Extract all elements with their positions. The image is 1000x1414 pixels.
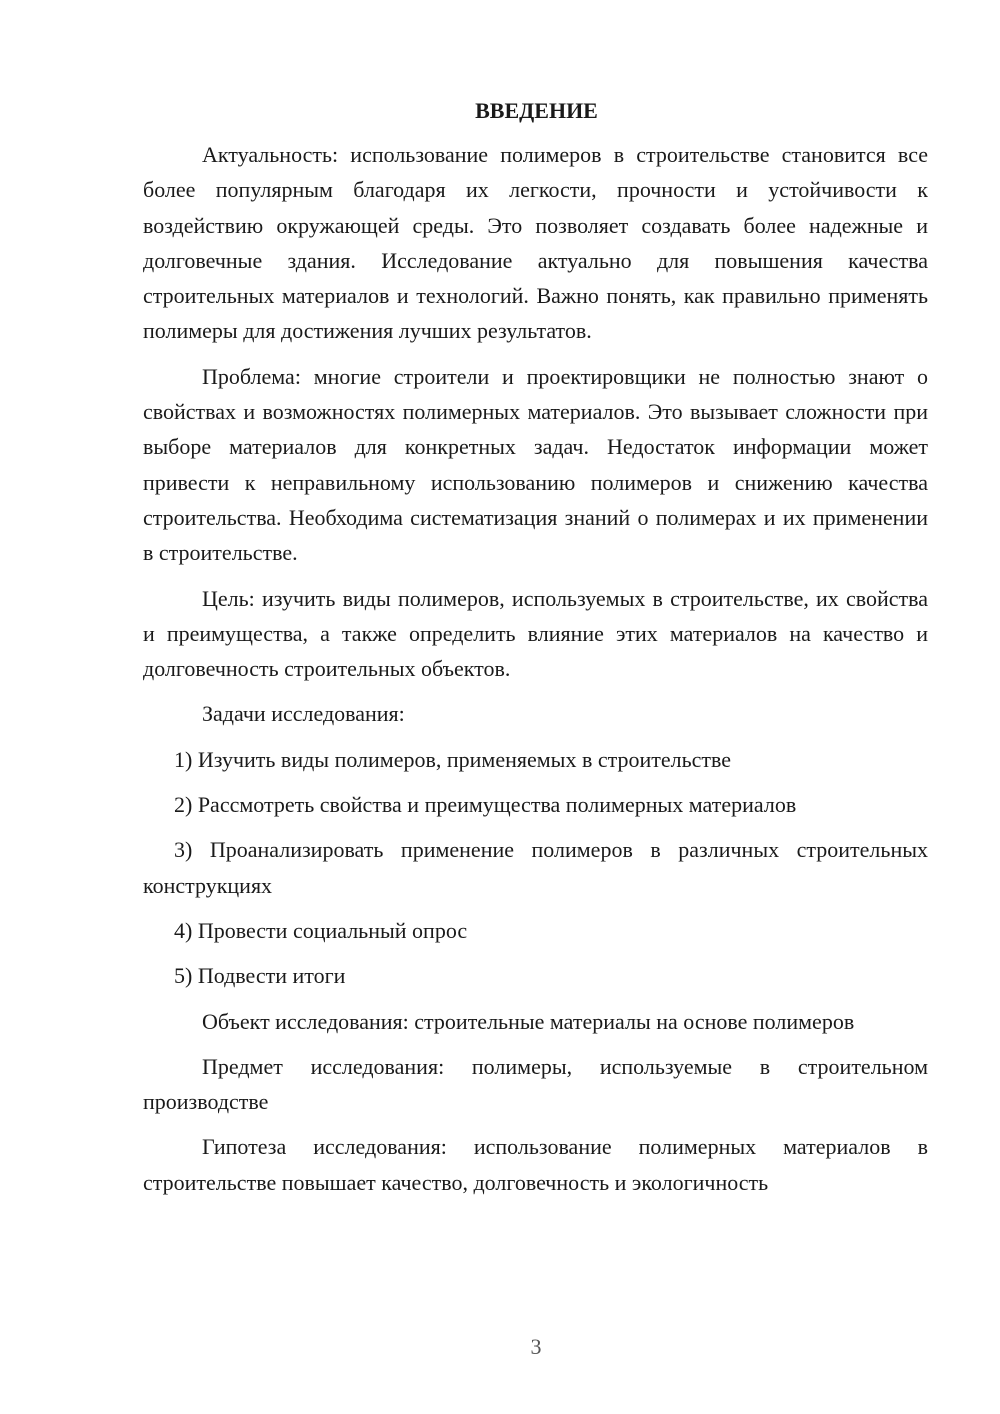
task-item: 5) Подвести итоги — [174, 963, 346, 989]
subject-paragraph: Предмет исследования: полимеры, используемые в строительном производстве — [143, 1053, 928, 1115]
task-item: 2) Рассмотреть свойства и преимущества полимерных материалов — [174, 792, 797, 818]
document-body — [143, 93, 928, 1210]
task-item: 1) Изучить виды полимеров, применяемых в строительстве — [174, 746, 732, 772]
relevance-paragraph: Актуальность: использование полимеров в строительстве становится все более популярным благодаря их легкости, прочности и устойчивости к воздействию окружающей среды. Это позволяет создавать более надежные и долговечные здания. Исследование актуально для повышения качества строительных материалов и технологий. Важно понять, как правильно применять полимеры для достижения лучших результатов. — [143, 142, 928, 344]
tasks-heading: Задачи исследования: — [202, 701, 405, 727]
problem-paragraph: Проблема: многие строители и проектировщики не полностью знают о свойствах и возможностях полимерных материалов. Это вызывает сложности при выборе материалов для конкретных задач. Недостаток информации может привести к неправильному использованию полимеров и снижению качества строительства. Необходима систематизация знаний о полимерах и их применении в строительстве. — [143, 363, 928, 566]
task-item: 3) Проанализировать применение полимеров в различных строительных конструкциях — [143, 837, 928, 898]
page-number: 3 — [530, 1334, 542, 1359]
task-item: 4) Провести социальный опрос — [174, 917, 468, 943]
hypothesis-paragraph: Гипотеза исследования: использование полимерных материалов в строительстве повышает качество, долговечность и экологичность — [143, 1134, 928, 1195]
goal-paragraph: Цель: изучить виды полимеров, используемых в строительстве, их свойства и преимущества, а также определить влияние этих материалов на качество и долговечность строительных объектов. — [143, 585, 928, 682]
object-paragraph: Объект исследования: строительные материалы на основе полимеров — [202, 1008, 855, 1034]
section-title: ВВЕДЕНИЕ — [475, 98, 598, 123]
